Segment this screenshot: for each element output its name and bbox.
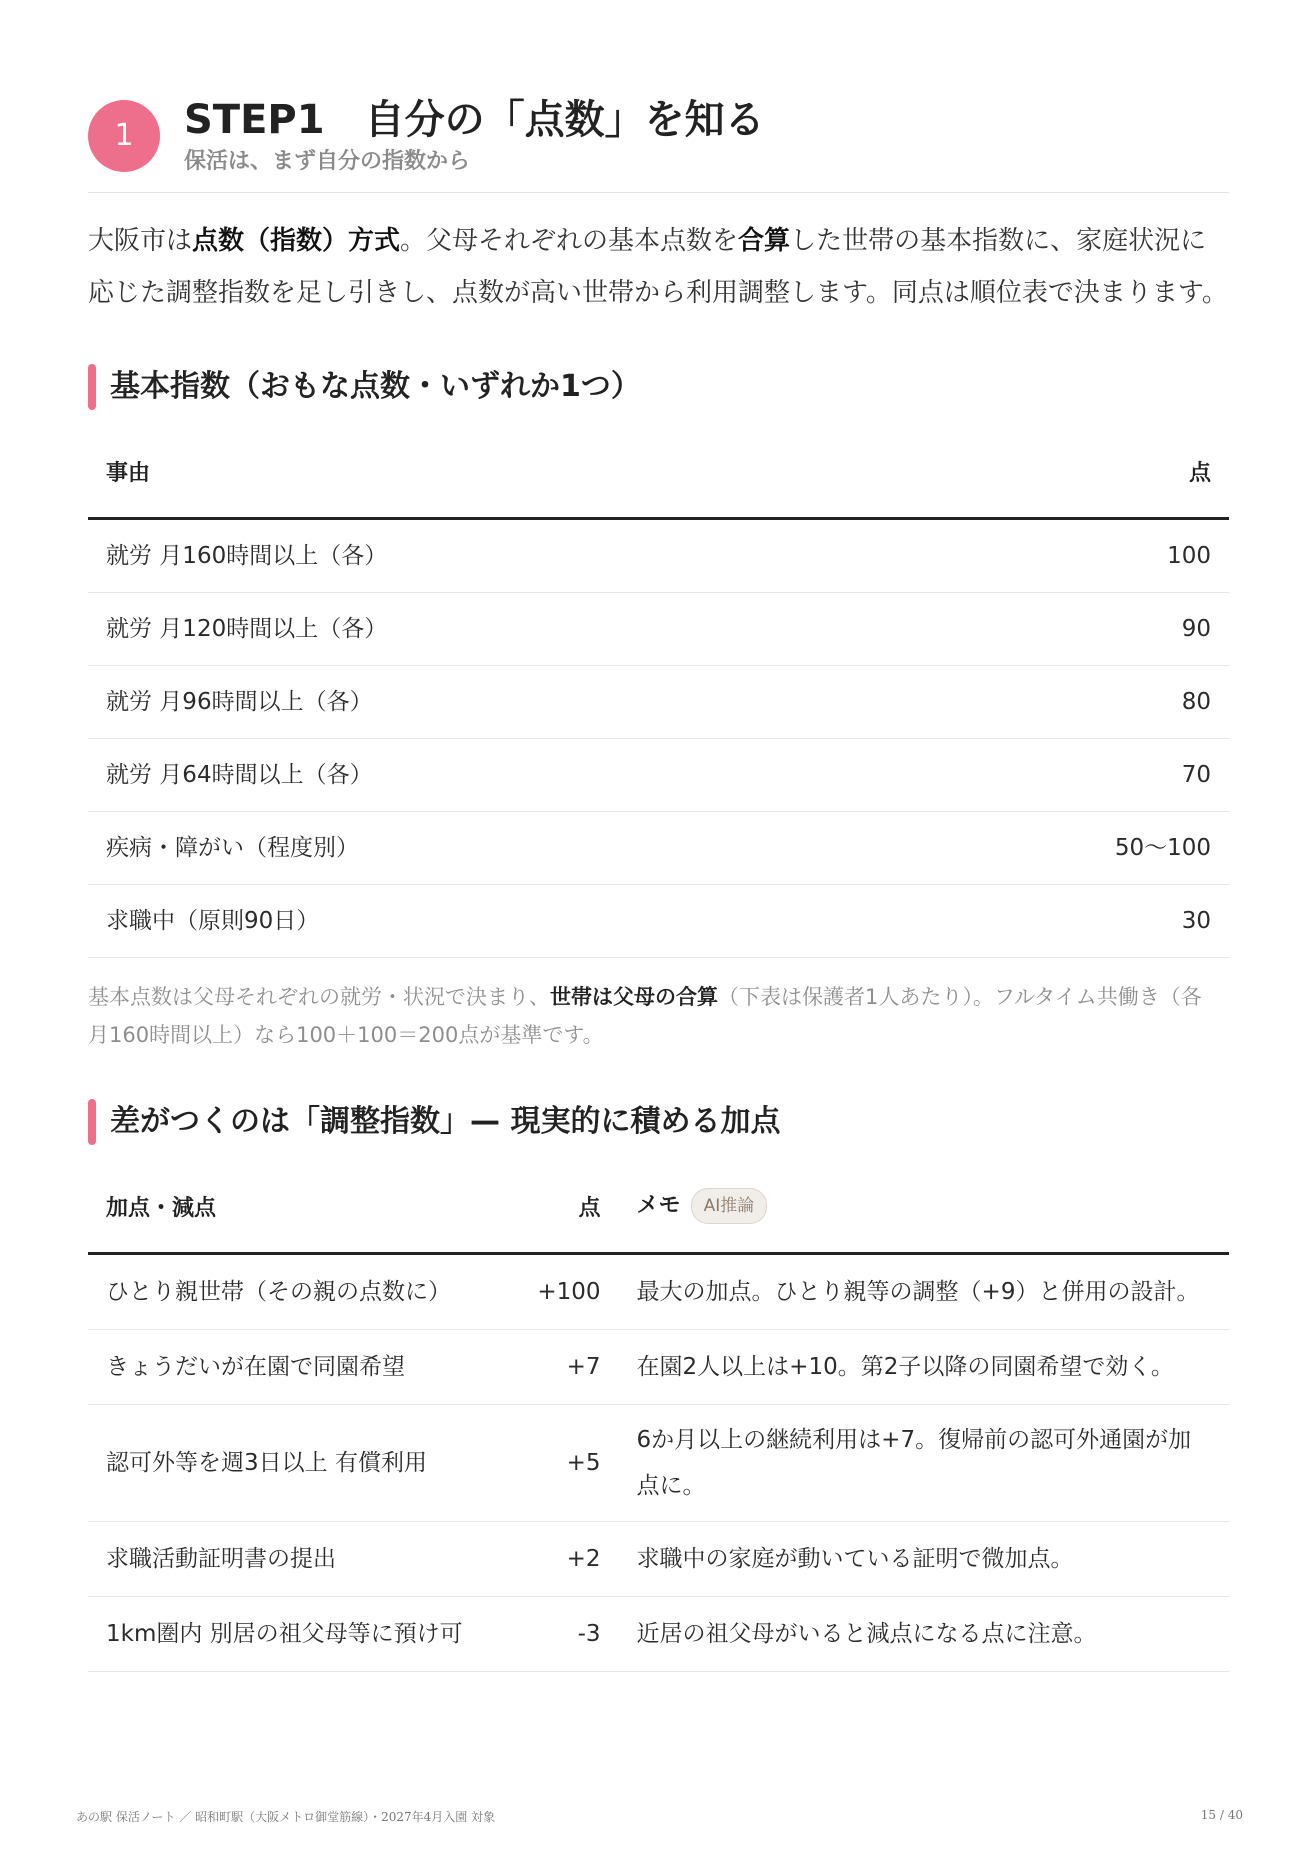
- table-row: [88, 1330, 1229, 1405]
- points-cell: 30: [944, 885, 1229, 958]
- reason-cell: 就労 月64時間以上（各）: [88, 739, 944, 812]
- table-row: [88, 885, 1229, 958]
- points-cell: -3: [504, 1597, 618, 1672]
- reason-cell: 就労 月160時間以上（各）: [88, 519, 944, 593]
- adjustment-index-heading: [88, 1098, 1229, 1146]
- reason-cell: 就労 月120時間以上（各）: [88, 593, 944, 666]
- memo-header-text: メモ: [636, 1193, 681, 1218]
- points-cell: 80: [944, 666, 1229, 739]
- note-text-2: （下表は保護者1人あたり）。フルタイム共働き（各 月160時間以上）なら100＋100＝200点が基準です。: [88, 985, 1202, 1047]
- adjustment-index-heading-text: 差がつくのは「調整指数」— 現実的に積める加点: [110, 1104, 781, 1139]
- page-subtitle: 保活は、まず自分の指数から: [184, 149, 471, 174]
- item-cell: 1km圏内 別居の祖父母等に預け可: [88, 1597, 504, 1672]
- table-row: [88, 1522, 1229, 1597]
- step-header: [88, 96, 1229, 192]
- points-cell: 100: [944, 519, 1229, 593]
- column-header-memo: [619, 1160, 1229, 1254]
- points-cell: +7: [504, 1330, 618, 1405]
- memo-cell: 6か月以上の継続利用は+7。復帰前の認可外通園が加点に。: [619, 1405, 1229, 1522]
- lead-bold-2: 合算: [738, 226, 791, 256]
- table-row: [88, 1597, 1229, 1672]
- lead-text-2: 。父母それぞれの基本点数を: [400, 226, 739, 256]
- basic-index-heading: [88, 363, 1229, 411]
- memo-cell: 在園2人以上は+10。第2子以降の同園希望で効く。: [619, 1330, 1229, 1405]
- memo-cell: 求職中の家庭が動いている証明で微加点。: [619, 1522, 1229, 1597]
- basic-index-heading-text: 基本指数（おもな点数・いずれか1つ）: [110, 369, 641, 404]
- column-header-reason: 事由: [88, 425, 944, 519]
- adjustment-index-table: [88, 1160, 1229, 1672]
- points-cell: 50〜100: [944, 812, 1229, 885]
- ai-inference-badge: AI推論: [691, 1188, 768, 1224]
- item-cell: ひとり親世帯（その親の点数に）: [88, 1254, 504, 1330]
- table-header-row: [88, 1160, 1229, 1254]
- table-row: [88, 739, 1229, 812]
- page: [88, 96, 1229, 1672]
- table-row: [88, 666, 1229, 739]
- item-cell: 認可外等を週3日以上 有償利用: [88, 1405, 504, 1522]
- heading-accent-bar: [88, 1099, 96, 1145]
- lead-paragraph: [88, 215, 1229, 319]
- footer-page-number: 15 / 40: [1200, 1808, 1243, 1822]
- lead-text-1: 大阪市は: [88, 226, 193, 256]
- points-cell: +5: [504, 1405, 618, 1522]
- table-row: [88, 1405, 1229, 1522]
- heading-accent-bar: [88, 364, 96, 410]
- table-header-row: [88, 425, 1229, 519]
- item-cell: きょうだいが在園で同園希望: [88, 1330, 504, 1405]
- column-header-points: 点: [944, 425, 1229, 519]
- item-cell: 求職活動証明書の提出: [88, 1522, 504, 1597]
- reason-cell: 疾病・障がい（程度別）: [88, 812, 944, 885]
- points-cell: 90: [944, 593, 1229, 666]
- points-cell: +2: [504, 1522, 618, 1597]
- points-cell: 70: [944, 739, 1229, 812]
- table-row: [88, 593, 1229, 666]
- points-cell: +100: [504, 1254, 618, 1330]
- column-header-points: 点: [504, 1160, 618, 1254]
- lead-text-3: した世帯の基本指数に、家庭状況に応じた調整指数を足し引きし、点数が高い世帯から利用調整します。同点は順位表で決まります。: [88, 226, 1228, 308]
- footer-document-title: あの駅 保活ノート ／ 昭和町駅（大阪メトロ御堂筋線）・2027年4月入園 対象: [76, 1810, 496, 1824]
- step-number-badge: 1: [88, 100, 160, 172]
- basic-index-note: [88, 978, 1229, 1054]
- column-header-item: 加点・減点: [88, 1160, 504, 1254]
- reason-cell: 求職中（原則90日）: [88, 885, 944, 958]
- table-row: [88, 1254, 1229, 1330]
- note-text-1: 基本点数は父母それぞれの就労・状況で決まり、: [88, 985, 550, 1009]
- basic-index-table: [88, 425, 1229, 958]
- table-row: [88, 519, 1229, 593]
- table-row: [88, 812, 1229, 885]
- reason-cell: 就労 月96時間以上（各）: [88, 666, 944, 739]
- memo-cell: 近居の祖父母がいると減点になる点に注意。: [619, 1597, 1229, 1672]
- note-bold: 世帯は父母の合算: [550, 985, 718, 1009]
- lead-bold-1: 点数（指数）方式: [192, 226, 401, 256]
- page-title: STEP1 自分の「点数」を知る: [184, 97, 765, 143]
- memo-cell: 最大の加点。ひとり親等の調整（+9）と併用の設計。: [619, 1254, 1229, 1330]
- header-divider: [88, 192, 1229, 193]
